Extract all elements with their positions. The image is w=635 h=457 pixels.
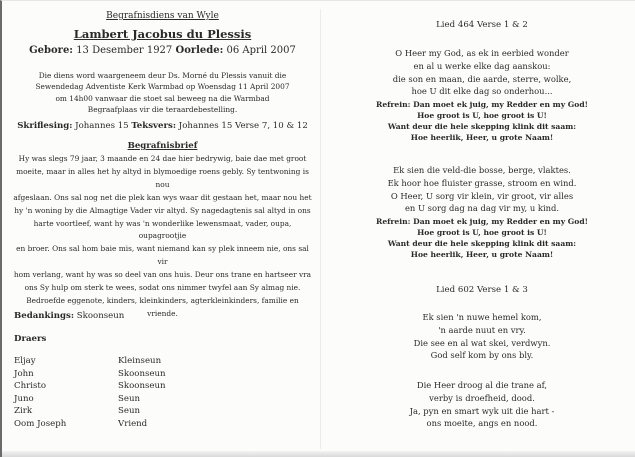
- verse-line: en al u werke elke dag aanskou:: [413, 60, 551, 71]
- refrain-line: Want deur die hele skepping klink dit saam:: [387, 122, 577, 131]
- scripture-line: [10, 120, 315, 132]
- funeral-letter: [10, 153, 315, 321]
- thanks-label: Bedankings:: [14, 311, 75, 321]
- hymn2-verse1: [332, 311, 632, 362]
- verse-line: Ja, pyn en smart wyk uit die hart -: [409, 405, 555, 416]
- verse-line: O Heer, U sorg vir klein, vir groot, vir alles: [390, 190, 574, 201]
- bearer-name: Oom Joseph: [14, 418, 67, 429]
- verse-line: Die see en al wat skei, verdwyn.: [413, 337, 551, 348]
- verse-line: Ek sien die veld-die bosse, berge, vlaktes.: [393, 165, 571, 175]
- verse-line: O Heer my God, as ek in eerbied wonder: [395, 48, 569, 58]
- service-details: [10, 70, 315, 116]
- bearer-name: Christo: [14, 381, 47, 392]
- verse-line: Ek hoor hoe fluister grasse, stroom en wind.: [387, 177, 577, 188]
- letter-line: ons Sy hulp om sterk te wees, sodat ons nimmer twyfel aan Sy almag nie.: [24, 283, 301, 293]
- paper-edge: [2, 451, 635, 457]
- hymn1-refrain-2: [332, 216, 632, 260]
- verse-line: ons moeite, angs en nood.: [426, 418, 538, 429]
- letter-line: afgeslaan. Ons sal nog net die plek kan wys waar dit gestaan het, maar nou het: [13, 192, 312, 202]
- letter-line: Bedroefde eggenote, kinders, kleinkinders, agterkleinkinders, familie en vriende.: [26, 295, 299, 318]
- hymn1-verse1: [332, 47, 632, 98]
- letter-line: hy 'n woning by die Almagtige Vader vir altyd. Sy nagedagtenis sal altyd in ons: [14, 205, 311, 215]
- bearer-name: John: [14, 368, 34, 379]
- refrain-line: Hoe heerlik, Heer, u grote Naam!: [410, 250, 554, 259]
- bearer-relation: Seun: [118, 393, 141, 404]
- refrain-line: Want deur die hele skepping klink dit saam:: [387, 239, 577, 248]
- refrain-line: Hoe groot is U, hoe groot is U!: [417, 228, 547, 237]
- hymn2-verse2: [332, 379, 632, 430]
- bearer-relation: Kleinseun: [118, 356, 162, 366]
- letter-line: harte voortleef, want hy was 'n wonderlike lewensmaat, vader, oupa, oupagrootjie: [33, 218, 292, 241]
- bearers-title: Draers: [14, 334, 47, 344]
- letter-line: Hy was slegs 79 jaar, 3 maande en 24 dae hier bedrywig, baie dae met groot: [18, 154, 307, 163]
- page-fold: [320, 9, 321, 449]
- scripture-value: Johannes 15: [75, 121, 129, 131]
- born-label: Gebore:: [29, 45, 73, 56]
- refrain-line: Refrein: Dan moet ek juig, my Redder en my God!: [376, 100, 588, 109]
- verse-line: Ek sien 'n nuwe hemel kom,: [422, 312, 542, 322]
- bearers-list: [14, 356, 214, 432]
- died-label: Oorlede:: [175, 45, 224, 56]
- bearer-row: [14, 356, 214, 369]
- bearer-row: [14, 381, 214, 394]
- bearer-name: Juno: [14, 393, 34, 404]
- thanks-value: Skoonseun: [76, 311, 125, 321]
- verse-line: Die Heer droog al die trane af,: [416, 380, 548, 390]
- born-date: 13 Desember 1927: [76, 45, 173, 56]
- letter-line: en broer. Ons sal hom baie mis, want niemand kan sy plek inneem nie, ons sal vir: [16, 244, 309, 267]
- died-date: 06 April 2007: [226, 45, 296, 56]
- bearer-relation: Vriend: [118, 418, 148, 429]
- hymn1-verse2: [332, 164, 632, 215]
- hymn2-title: Lied 602 Verse 1 & 3: [436, 285, 528, 295]
- deceased-name: Lambert Jacobus du Plessis: [73, 27, 252, 41]
- text-label: Teksvers:: [131, 121, 177, 131]
- service-line: Begraafplaas vir die teraardebestelling.: [87, 105, 238, 115]
- refrain-line: Hoe groot is U, hoe groot is U!: [417, 111, 547, 120]
- bearer-row: [14, 369, 214, 382]
- service-line: Die diens word waargeneem deur Ds. Morné du Plessis vanuit die: [38, 71, 287, 80]
- bearer-row: [14, 406, 214, 419]
- bearer-relation: Skoonseun: [118, 368, 166, 379]
- bearer-row: [14, 394, 214, 407]
- service-line: om 14h00 vanwaar die stoet sal beweeg na die Warmbad: [55, 93, 270, 103]
- bearer-relation: Skoonseun: [118, 381, 166, 392]
- thanks-line: [14, 310, 124, 322]
- bearer-row: [14, 419, 214, 432]
- bearer-name: Eljay: [14, 356, 36, 366]
- bearer-name: Zirk: [14, 406, 33, 417]
- service-line: Sewendedag Adventiste Kerk Warmbad op Woensdag 11 April 2007: [35, 82, 290, 92]
- hymn1-refrain-1: [332, 99, 632, 143]
- refrain-line: Refrein: Dan moet ek juig, my Redder en my God!: [376, 217, 588, 226]
- letter-title: Begrafnisbrief: [127, 141, 198, 151]
- service-heading: Begrafnisdiens van Wyle: [106, 11, 219, 21]
- scripture-label: Skriflesing:: [17, 121, 73, 131]
- verse-line: verby is droefheid, dood.: [429, 392, 535, 403]
- refrain-line: Hoe heerlik, Heer, u grote Naam!: [410, 133, 554, 142]
- hymn1-title: Lied 464 Verse 1 & 2: [436, 20, 528, 30]
- bearer-relation: Seun: [118, 406, 141, 417]
- verse-line: die son en maan, die aarde, sterre, wolke,: [392, 73, 572, 84]
- verse-line: hoe U dit elke dag so onderhou...: [411, 86, 553, 97]
- text-value: Johannes 15 Verse 7, 10 & 12: [178, 121, 308, 131]
- verse-line: en U sorg dag na dag vir my, u kind.: [404, 203, 560, 214]
- letter-line: hom verlang, want hy was so deel van ons huis. Deur ons trane en hartseer vra: [13, 270, 312, 280]
- verse-line: 'n aarde nuut en vry.: [438, 324, 526, 335]
- verse-line: God self kom by ons bly.: [430, 350, 534, 361]
- life-dates: [10, 45, 315, 56]
- letter-line: moeite, maar in alles het hy altyd in blymoedige roens gebly. Sy tentwoning is nou: [16, 166, 309, 189]
